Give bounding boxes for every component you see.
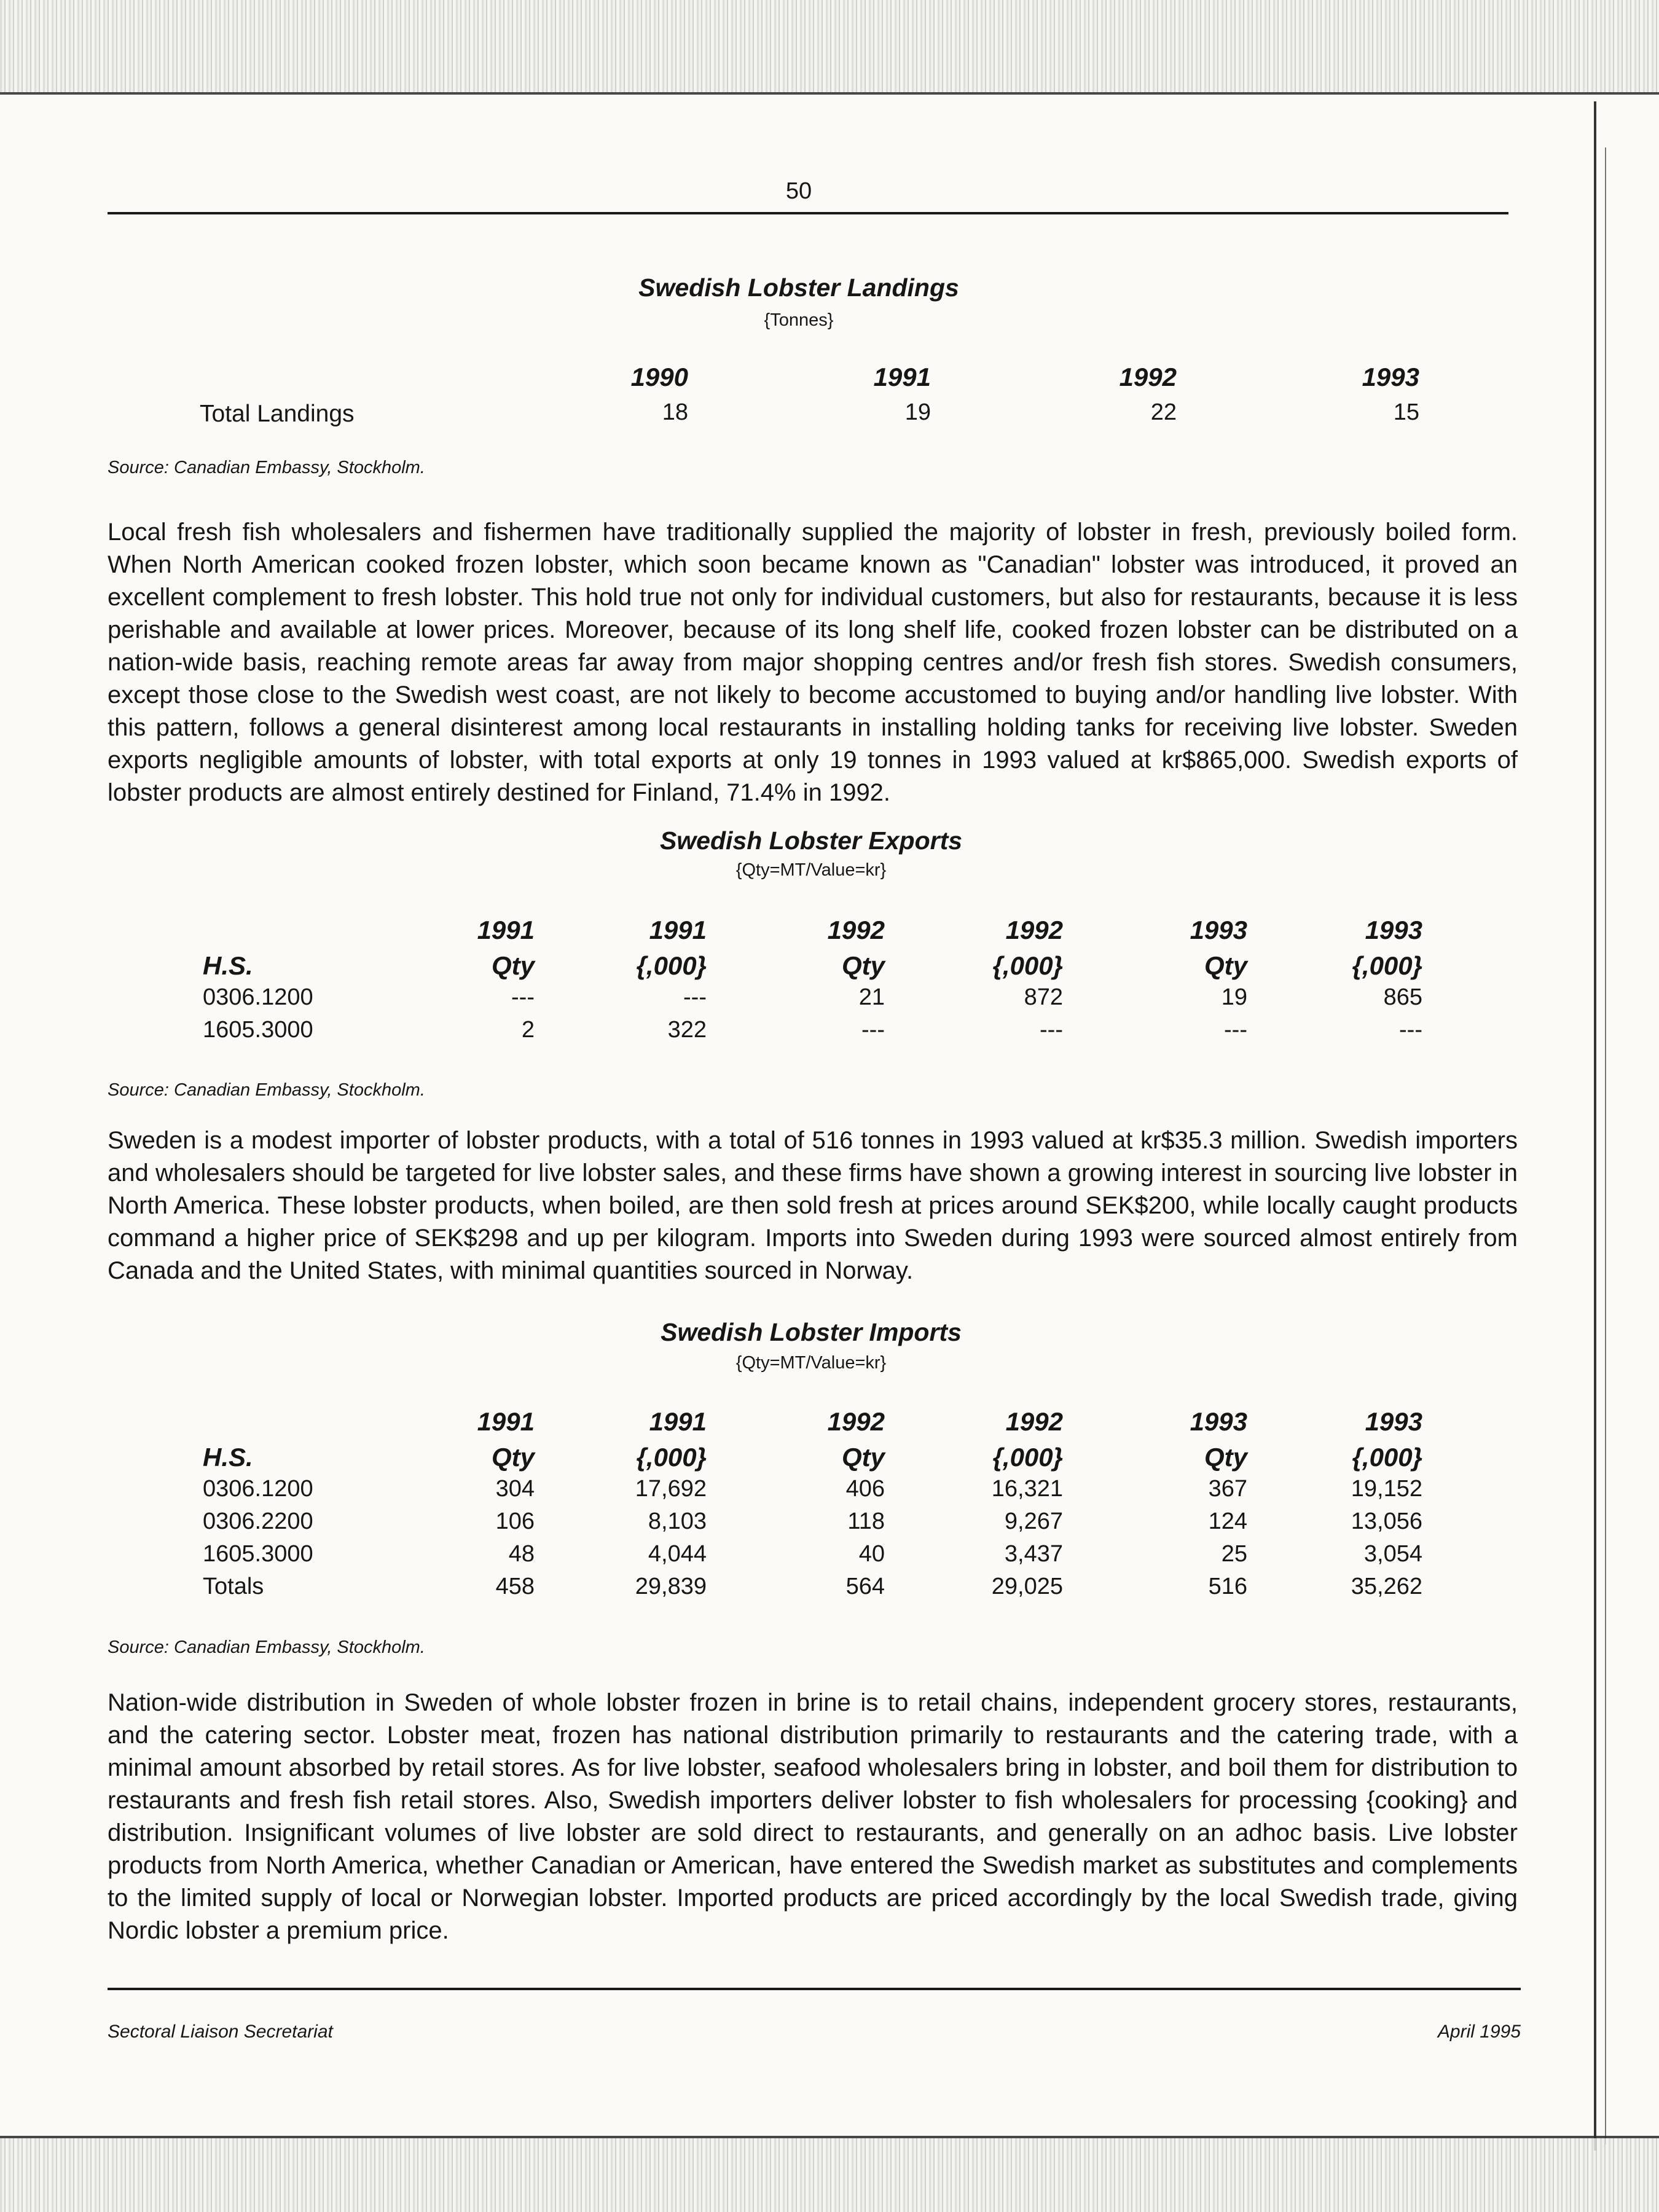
- imports-cell: 17,692: [635, 1476, 707, 1502]
- imports-cell: 516: [1208, 1574, 1247, 1599]
- binding-rule-inner: [1605, 147, 1606, 2144]
- binding-rule: [1594, 101, 1596, 2151]
- imports-cell: 9,267: [1004, 1508, 1063, 1534]
- landings-value: 15: [1393, 399, 1419, 425]
- exports-cell: 865: [1383, 984, 1422, 1010]
- header-rule: [108, 212, 1508, 214]
- imports-subhead: {,000}: [636, 1443, 707, 1472]
- imports-cell: 19,152: [1351, 1476, 1422, 1502]
- imports-subhead: {,000}: [992, 1443, 1063, 1472]
- exports-subhead: {,000}: [992, 951, 1063, 980]
- exports-subhead: {,000}: [1352, 951, 1422, 980]
- imports-subhead: Qty: [1204, 1443, 1247, 1472]
- imports-cell: 35,262: [1351, 1574, 1422, 1599]
- imports-cell: 3,054: [1363, 1541, 1422, 1567]
- imports-row-hs: 0306.1200: [203, 1476, 313, 1502]
- landings-year: 1990: [630, 363, 688, 391]
- imports-title: Swedish Lobster Imports: [661, 1318, 962, 1346]
- scan-edge-bottom: [0, 2136, 1659, 2212]
- imports-source: Source: Canadian Embassy, Stockholm.: [108, 1637, 425, 1657]
- exports-cell: ---: [511, 984, 535, 1010]
- imports-subhead: {,000}: [1352, 1443, 1422, 1472]
- exports-cell: ---: [1399, 1017, 1422, 1043]
- imports-cell: 118: [847, 1508, 885, 1534]
- imports-cell: 29,025: [991, 1574, 1063, 1599]
- imports-cell: 29,839: [635, 1574, 707, 1599]
- imports-row-hs: 0306.2200: [203, 1508, 313, 1534]
- footer-rule: [108, 1988, 1521, 1990]
- imports-cell: 304: [495, 1476, 535, 1502]
- exports-cell: 21: [858, 984, 885, 1010]
- landings-source: Source: Canadian Embassy, Stockholm.: [108, 458, 425, 477]
- exports-year: 1993: [1365, 916, 1422, 944]
- imports-cell: 564: [845, 1574, 885, 1599]
- exports-year: 1991: [477, 916, 535, 944]
- paragraph-2: Sweden is a modest importer of lobster products, with a total of 516 tonnes in 1993 valued at kr$35.3 million. Swedish importers and wholesalers should be targeted for live lobster sales, and these firms have shown a growing interest in sourcing live lobster in North America. These lobster products, when boiled, are then sold fresh at prices around SEK$200, while locally caught products command a higher price of SEK$298 and up per kilogram. Imports into Sweden during 1993 were sourced almost entirely from Canada and the United States, with minimal quantities sourced in Norway.: [108, 1127, 1518, 1284]
- exports-cell: 19: [1221, 984, 1247, 1010]
- landings-value: 18: [662, 399, 688, 425]
- landings-value: 19: [904, 399, 931, 425]
- exports-subhead: {,000}: [636, 951, 707, 980]
- imports-year: 1991: [477, 1407, 535, 1436]
- imports-year: 1992: [827, 1407, 885, 1436]
- imports-row-hs: Totals: [203, 1574, 264, 1599]
- exports-cell: 872: [1024, 984, 1063, 1010]
- exports-cell: 2: [521, 1017, 535, 1043]
- exports-row-hs: 1605.3000: [203, 1017, 313, 1043]
- landings-title: Swedish Lobster Landings: [638, 273, 959, 302]
- landings-row-label: Total Landings: [200, 401, 355, 427]
- imports-hs-label: H.S.: [203, 1443, 253, 1472]
- exports-year: 1991: [649, 916, 707, 944]
- exports-source: Source: Canadian Embassy, Stockholm.: [108, 1080, 425, 1100]
- exports-subhead: Qty: [491, 951, 535, 980]
- imports-cell: 25: [1221, 1541, 1247, 1567]
- imports-year: 1993: [1190, 1407, 1247, 1436]
- imports-year: 1992: [1005, 1407, 1063, 1436]
- imports-cell: 8,103: [648, 1508, 707, 1534]
- exports-cell: 322: [667, 1017, 707, 1043]
- landings-value: 22: [1150, 399, 1177, 425]
- footer-right: April 1995: [1437, 2022, 1521, 2042]
- imports-cell: 40: [858, 1541, 885, 1567]
- exports-title: Swedish Lobster Exports: [659, 826, 963, 855]
- imports-cell: 16,321: [991, 1476, 1063, 1502]
- exports-cell: ---: [861, 1017, 885, 1043]
- imports-cell: 406: [845, 1476, 885, 1502]
- exports-subhead: Qty: [1204, 951, 1247, 980]
- imports-cell: 124: [1208, 1508, 1247, 1534]
- scan-edge-top: [0, 0, 1659, 95]
- exports-hs-label: H.S.: [203, 951, 253, 980]
- exports-cell: ---: [1040, 1017, 1063, 1043]
- imports-cell: 106: [495, 1508, 535, 1534]
- imports-cell: 13,056: [1351, 1508, 1422, 1534]
- imports-year: 1993: [1365, 1407, 1422, 1436]
- imports-subhead: Qty: [841, 1443, 885, 1472]
- page-number: 50: [785, 178, 812, 204]
- landings-unit: {Tonnes}: [764, 310, 834, 330]
- exports-year: 1993: [1190, 916, 1247, 944]
- landings-year: 1993: [1362, 363, 1419, 391]
- footer-left: Sectoral Liaison Secretariat: [108, 2022, 333, 2042]
- paragraph-3: Nation-wide distribution in Sweden of whole lobster frozen in brine is to retail chains, independent grocery stores, restaurants, and the catering sector. Lobster meat, frozen has national distribution primarily to restaurants and the catering trade, with a minimal amount absorbed by retail stores. As for live lobster, seafood wholesalers bring in lobster, and boil them for distribution to restaurants and fresh fish retail stores. Also, Swedish importers deliver lobster to fish wholesalers for processing {cooking} and distribution. Insignificant volumes of live lobster are sold direct to restaurants, and generally on an adhoc basis. Live lobster products from North America, whether Canadian or American, have entered the Swedish market as substitutes and complements to the limited supply of local or Norwegian lobster. Imported products are priced accordingly by the local Swedish trade, giving Nordic lobster a premium price.: [108, 1689, 1518, 1944]
- imports-cell: 4,044: [648, 1541, 707, 1567]
- exports-cell: ---: [1224, 1017, 1247, 1043]
- imports-cell: 458: [495, 1574, 535, 1599]
- imports-cell: 48: [508, 1541, 535, 1567]
- landings-year: 1991: [873, 363, 931, 391]
- imports-cell: 3,437: [1004, 1541, 1063, 1567]
- exports-cell: ---: [683, 984, 707, 1010]
- exports-year: 1992: [827, 916, 885, 944]
- landings-year: 1992: [1119, 363, 1177, 391]
- imports-row-hs: 1605.3000: [203, 1541, 313, 1567]
- imports-unit: {Qty=MT/Value=kr}: [735, 1353, 887, 1373]
- exports-unit: {Qty=MT/Value=kr}: [735, 860, 887, 880]
- imports-cell: 367: [1208, 1476, 1247, 1502]
- exports-row-hs: 0306.1200: [203, 984, 313, 1010]
- imports-subhead: Qty: [491, 1443, 535, 1472]
- exports-subhead: Qty: [841, 951, 885, 980]
- paragraph-1: Local fresh fish wholesalers and fishermen have traditionally supplied the majority of lobster in fresh, previously boiled form. When North American cooked frozen lobster, which soon became known as "Canadian" lobster was introduced, it proved an excellent complement to fresh lobster. This hold true not only for individual customers, but also for restaurants, because it is less perishable and available at lower prices. Moreover, because of its long shelf life, cooked frozen lobster can be distributed on a nation-wide basis, reaching remote areas far away from major shopping centres and/or fresh fish stores. Swedish consumers, except those close to the Swedish west coast, are not likely to become accustomed to buying and/or handling live lobster. With this pattern, follows a general disinterest among local restaurants in installing holding tanks for receiving live lobster. Sweden exports negligible amounts of lobster, with total exports at only 19 tonnes in 1993 valued at kr$865,000. Swedish exports of lobster products are almost entirely destined for Finland, 71.4% in 1992.: [108, 519, 1518, 806]
- imports-year: 1991: [649, 1407, 707, 1436]
- exports-year: 1992: [1005, 916, 1063, 944]
